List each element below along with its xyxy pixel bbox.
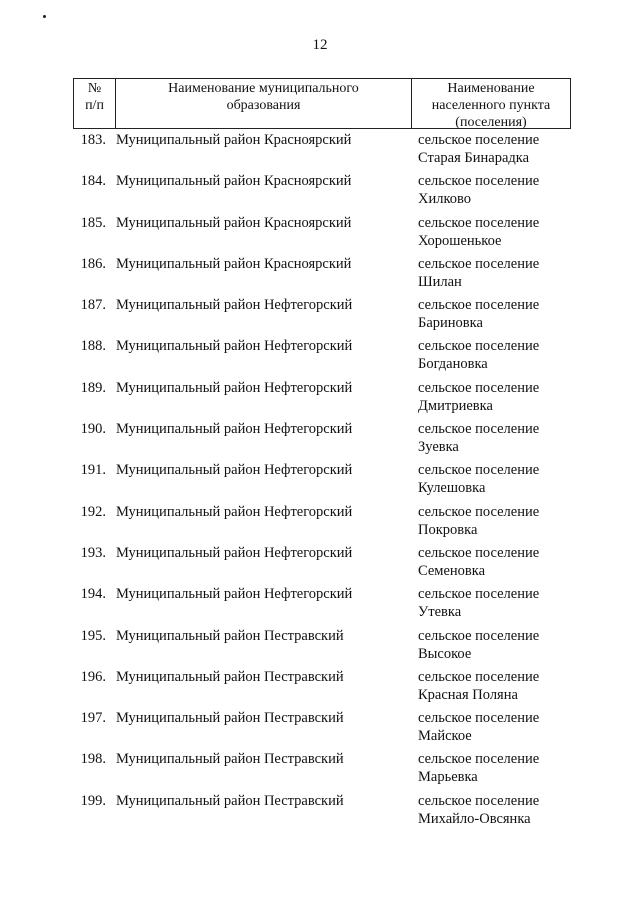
settlement-type: сельское поселение (418, 338, 540, 355)
settlement-cell (418, 585, 588, 621)
row-number: 189. (80, 379, 106, 396)
row-number: 198. (80, 751, 106, 768)
table-row (0, 503, 640, 544)
row-number: 191. (80, 462, 106, 479)
settlement-type: сельское поселение (418, 668, 540, 685)
settlement-name: Утевка (418, 604, 462, 621)
settlement-type: сельское поселение (418, 173, 540, 190)
municipality-name: Муниципальный район Красноярский (116, 173, 352, 190)
settlement-cell (418, 337, 588, 373)
table-row (0, 296, 640, 337)
settlement-name: Семеновка (418, 562, 486, 579)
table-row (0, 131, 640, 172)
settlement-type: сельское поселение (418, 297, 540, 314)
settlement-type: сельское поселение (418, 503, 540, 520)
settlement-type: сельское поселение (418, 255, 540, 272)
row-number: 193. (80, 544, 106, 561)
row-number: 194. (80, 586, 106, 603)
header-municipality-line2: образования (226, 98, 301, 113)
settlement-name: Михайло-Овсянка (418, 810, 531, 827)
settlement-cell (418, 709, 588, 745)
municipality-name: Муниципальный район Нефтегорский (116, 544, 353, 561)
table-row (0, 461, 640, 502)
settlement-type: сельское поселение (418, 544, 540, 561)
row-number: 199. (80, 792, 106, 809)
settlement-type: сельское поселение (418, 421, 540, 438)
header-number-line2: п/п (85, 98, 104, 113)
municipality-name: Муниципальный район Красноярский (116, 214, 352, 231)
settlement-cell (418, 214, 588, 250)
settlement-cell (418, 131, 588, 167)
municipality-name: Муниципальный район Нефтегорский (116, 421, 353, 438)
settlement-name: Дмитриевка (418, 397, 493, 414)
municipality-name: Муниципальный район Нефтегорский (116, 503, 353, 520)
settlement-name: Майское (418, 728, 472, 745)
page-number: 12 (312, 37, 328, 53)
row-number: 186. (80, 255, 106, 272)
settlement-cell (418, 750, 588, 786)
settlement-name: Старая Бинарадка (418, 150, 530, 166)
settlement-name: Бариновка (418, 315, 483, 332)
settlement-name: Хилково (418, 191, 472, 208)
settlement-type: сельское поселение (418, 586, 540, 603)
table-row (0, 214, 640, 255)
row-number: 192. (80, 503, 106, 520)
table-header (73, 78, 571, 129)
settlement-type: сельское поселение (418, 710, 540, 727)
header-municipality-line1: Наименование муниципального (168, 81, 359, 96)
municipality-name: Муниципальный район Пестравский (116, 792, 344, 809)
settlement-type: сельское поселение (418, 132, 540, 148)
settlement-name: Покровка (418, 521, 478, 538)
settlement-cell (418, 627, 588, 663)
settlement-type: сельское поселение (418, 751, 540, 768)
settlement-name: Красная Поляна (418, 686, 518, 703)
header-settlement-line1: Наименование (447, 81, 535, 96)
table-row (0, 544, 640, 585)
municipality-name: Муниципальный район Нефтегорский (116, 462, 353, 479)
municipality-name: Муниципальный район Красноярский (116, 255, 352, 272)
settlement-cell (418, 544, 588, 580)
municipality-name: Муниципальный район Пестравский (116, 710, 344, 727)
header-settlement-column (412, 79, 570, 128)
settlement-cell (418, 296, 588, 332)
row-number: 190. (80, 421, 106, 438)
row-number: 197. (80, 710, 106, 727)
municipality-name: Муниципальный район Нефтегорский (116, 586, 353, 603)
row-number: 187. (80, 297, 106, 314)
settlement-type: сельское поселение (418, 462, 540, 479)
settlement-type: сельское поселение (418, 214, 540, 231)
settlement-cell (418, 379, 588, 415)
settlement-name: Марьевка (418, 769, 478, 786)
settlement-name: Кулешовка (418, 480, 486, 497)
table-row (0, 172, 640, 213)
municipality-name: Муниципальный район Пестравский (116, 668, 344, 685)
settlement-name: Высокое (418, 645, 472, 662)
settlement-cell (418, 668, 588, 704)
table-row (0, 627, 640, 668)
header-settlement-line3: (поселения) (455, 115, 527, 130)
header-number-column (74, 79, 116, 128)
table-row (0, 792, 640, 833)
settlement-cell (418, 255, 588, 291)
table-row (0, 255, 640, 296)
header-municipality-column (116, 79, 412, 128)
settlement-type: сельское поселение (418, 792, 540, 809)
settlement-cell (418, 172, 588, 208)
municipality-name: Муниципальный район Красноярский (116, 132, 352, 148)
row-number: 185. (80, 214, 106, 231)
table-row (0, 709, 640, 750)
table-row (0, 668, 640, 709)
settlement-type: сельское поселение (418, 379, 540, 396)
municipality-name: Муниципальный район Пестравский (116, 751, 344, 768)
table-row (0, 420, 640, 461)
table-row (0, 337, 640, 378)
settlement-cell (418, 420, 588, 456)
header-number-line1: № (87, 81, 102, 96)
row-number: 196. (80, 668, 106, 685)
settlement-name: Хорошенькое (418, 232, 502, 249)
settlement-cell (418, 792, 588, 828)
row-number: 184. (80, 173, 106, 190)
municipality-name: Муниципальный район Нефтегорский (116, 338, 353, 355)
table-row (0, 750, 640, 791)
row-number: 195. (80, 627, 106, 644)
table-body (0, 131, 640, 833)
settlement-name: Богдановка (418, 356, 488, 373)
row-number: 188. (80, 338, 106, 355)
table-row (0, 585, 640, 626)
table-row (0, 379, 640, 420)
settlement-cell (418, 461, 588, 497)
header-settlement-line2: населенного пункта (431, 98, 551, 113)
row-number: 183. (80, 132, 106, 148)
municipality-name: Муниципальный район Пестравский (116, 627, 344, 644)
settlement-cell (418, 503, 588, 539)
settlement-name: Зуевка (418, 439, 459, 456)
municipality-name: Муниципальный район Нефтегорский (116, 379, 353, 396)
settlement-type: сельское поселение (418, 627, 540, 644)
municipality-name: Муниципальный район Нефтегорский (116, 297, 353, 314)
scan-speck (43, 15, 46, 18)
settlement-name: Шилан (418, 273, 462, 290)
